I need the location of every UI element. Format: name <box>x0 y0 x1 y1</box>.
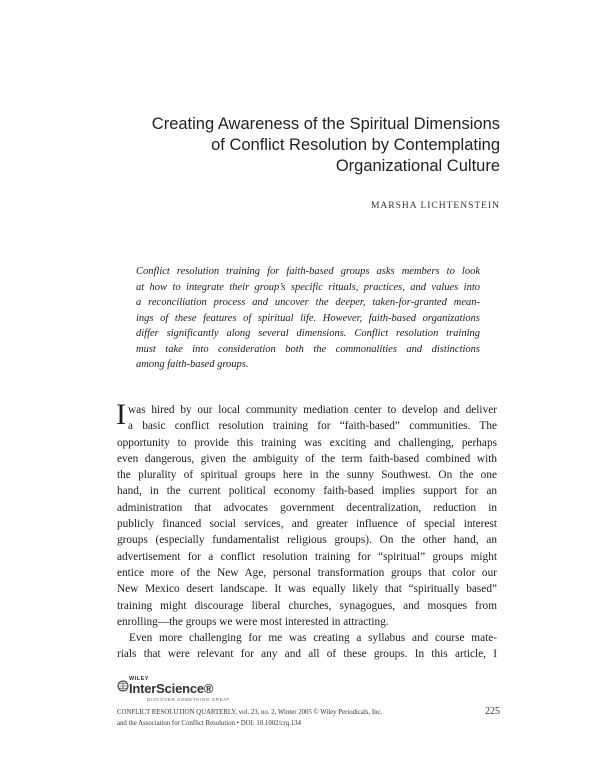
body-line: the plurality of spiritual groups here in the sunny Southwest. On the one <box>117 469 497 482</box>
abstract-line: at how to integrate their group’s specific rituals, practices, and values into <box>136 281 480 293</box>
body-line: hand, in the current political economy faith-based implies support for an <box>117 485 497 498</box>
title-line-3: Organizational Culture <box>335 157 500 175</box>
body-line: was hired by our local community mediation center to develop and deliver <box>128 404 497 416</box>
body-line: entice more of the New Age, personal transformation groups that color our <box>117 566 497 579</box>
body-line: advertisement for a conflict resolution training for “spiritual” groups might <box>117 550 497 563</box>
footer-line-1: CONFLICT RESOLUTION QUARTERLY, vol. 23, no. 2, Winter 2005 © Wiley Periodicals, Inc. <box>117 709 383 716</box>
body-line: New Mexico desert landscape. It was equally likely that “spiritually based” <box>117 583 497 596</box>
footer-line-2: and the Association for Conflict Resolution • DOI: 10.1002/crq.134 <box>117 720 301 727</box>
logo-wiley-text: WILEY <box>129 676 149 682</box>
abstract-line: ings of these features of spiritual life. However, faith-based organizations <box>136 312 480 324</box>
abstract-line: a reconciliation process and uncover the deeper, taken-for-granted mean- <box>136 297 480 308</box>
paragraph-2 <box>117 630 497 663</box>
body-text <box>116 398 497 663</box>
abstract <box>136 264 480 373</box>
body-line: training might discourage liberal churches, synagogues, and mosques from <box>117 599 497 612</box>
footer-citation <box>117 707 497 729</box>
body-line: enrolling—the groups we were most interested in attracting. <box>117 615 389 628</box>
globe-icon <box>117 679 129 693</box>
page-number: 225 <box>485 706 500 717</box>
abstract-line: differ significantly along several dimensions. Conflict resolution training <box>136 328 480 339</box>
abstract-line: Conflict resolution training for faith-based groups asks members to look <box>136 266 480 277</box>
title-line-1: Creating Awareness of the Spiritual Dimensions <box>151 115 500 133</box>
paragraph-1 <box>116 398 497 630</box>
article-title <box>80 114 500 177</box>
body-line: administration that advocates government decentralization, reduction in <box>117 501 497 514</box>
abstract-line: among faith-based groups. <box>136 359 249 370</box>
drop-cap: I <box>116 398 126 431</box>
logo-tagline: DISCOVER SOMETHING GREAT <box>147 697 230 702</box>
body-line: Even more challenging for me was creating a syllabus and course mate- <box>129 632 497 645</box>
body-line: rials that were relevant for any and all of these groups. In this article, I <box>117 648 497 661</box>
title-line-2: of Conflict Resolution by Contemplating <box>211 136 500 154</box>
logo-brand-text: InterScience® <box>129 681 214 696</box>
body-line: a basic conflict resolution training for “faith-based” communities. The <box>128 420 497 433</box>
body-line: opportunity to provide this training was exciting and challenging, perhaps <box>117 436 497 449</box>
author-name: MARSHA LICHTENSTEIN <box>370 201 500 211</box>
abstract-line: must take into consideration both the commonalities and distinctions <box>136 343 480 355</box>
wiley-interscience-logo <box>117 677 257 701</box>
body-line: publicly financed social services, and greater influence of special interest <box>117 518 497 531</box>
body-line: groups (especially fundamentalist religious groups). On the other hand, an <box>117 534 497 547</box>
body-line: even dangerous, given the ambiguity of the term faith-based combined with <box>117 452 497 465</box>
